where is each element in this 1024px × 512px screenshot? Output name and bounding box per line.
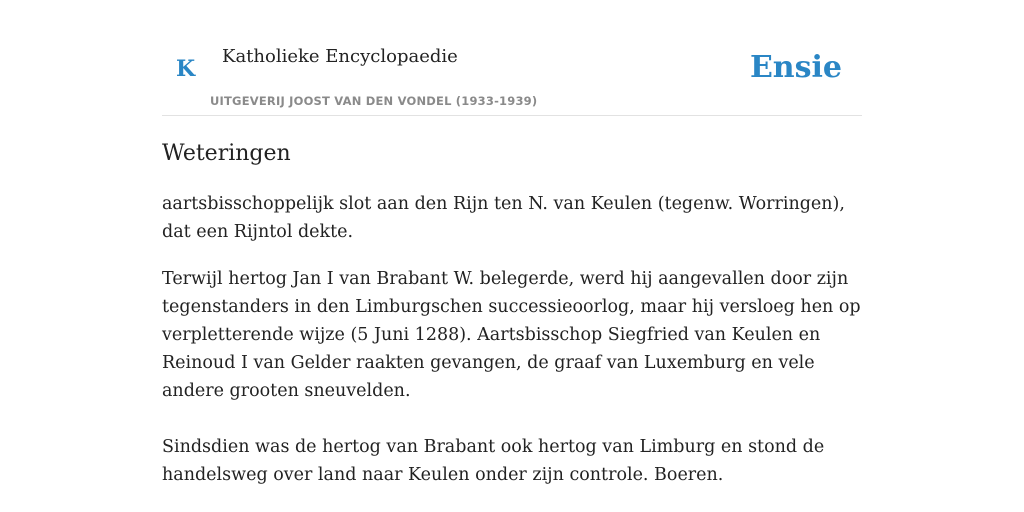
publication-title[interactable]: Katholieke Encyclopaedie <box>222 46 458 67</box>
article-title: Weteringen <box>162 141 291 166</box>
article-paragraph: Terwijl hertog Jan I van Brabant W. belegerde, werd hij aangevallen door zijn tegenstanders in den Limburgschen successieoorlog, maar hij versloeg hen op verpletterende wijze (5 Juni 1288). Aartsbisschop Siegfried van Keulen en Reinoud I van Gelder raakten gevangen, de graaf van Luxemburg en vele andere grooten sneuvelden. <box>162 269 861 401</box>
encyclopedia-logo-icon[interactable]: K <box>176 56 196 82</box>
site-header <box>162 40 862 116</box>
article-paragraph: aartsbisschoppelijk slot aan den Rijn ten N. van Keulen (tegenw. Worringen), dat een Rijntol dekte. <box>162 194 845 242</box>
article-paragraph: Sindsdien was de hertog van Brabant ook hertog van Limburg en stond de handelsweg over land naar Keulen onder zijn controle. Boeren. <box>162 437 825 485</box>
ensie-brand-logo[interactable]: Ensie <box>749 50 842 85</box>
publisher-subtitle: UITGEVERIJ JOOST VAN DEN VONDEL (1933-1939) <box>210 94 538 108</box>
article <box>162 138 862 489</box>
